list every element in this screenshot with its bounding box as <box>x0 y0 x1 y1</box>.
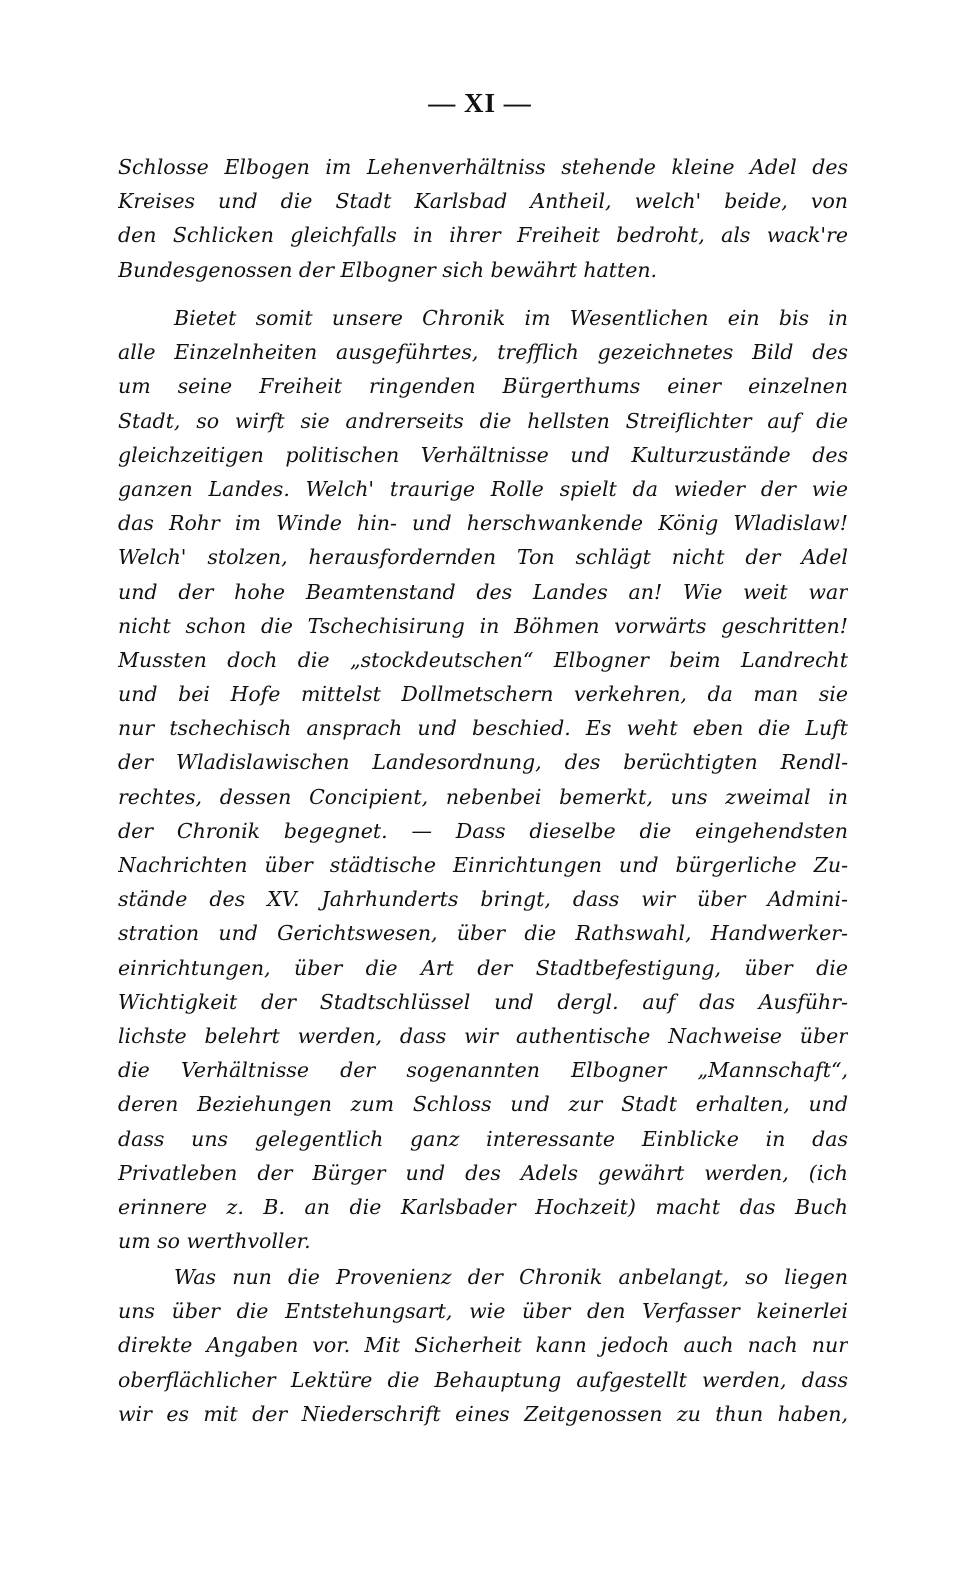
text-line: nicht schon die Tschechisirung in Böhmen vorwärts geschritten! <box>118 613 848 638</box>
text-line: gleichzeitigen politischen Verhältnisse und Kulturzustände des <box>118 442 848 467</box>
paragraph <box>118 1260 848 1431</box>
text-line: deren Beziehungen zum Schloss und zur Stadt erhalten, und <box>118 1092 848 1117</box>
text-line: stände des XV. Jahrhunderts bringt, dass wir über Admini- <box>118 887 848 912</box>
page-number: — XI — <box>428 88 532 118</box>
text-line: die Verhältnisse der sogenannten Elbogner „Mannschaft“, <box>118 1058 848 1083</box>
text-line: einrichtungen, über die Art der Stadtbefestigung, über die <box>118 955 848 980</box>
text-line: Bundesgenossen der Elbogner sich bewährt hatten. <box>118 257 658 282</box>
text-line: und der hohe Beamtenstand des Landes an! Wie weit war <box>118 579 848 604</box>
text-line: wir es mit der Niederschrift eines Zeitgenossen zu thun haben, <box>118 1401 848 1426</box>
text-line: Schlosse Elbogen im Lehenverhältniss stehende kleine Adel des <box>118 155 848 179</box>
text-line: rechtes, dessen Concipient, nebenbei bemerkt, uns zweimal in <box>118 784 848 809</box>
text-line: der Wladislawischen Landesordnung, des berüchtigten Rendl- <box>118 750 848 775</box>
text-line: Privatleben der Bürger und des Adels gewährt werden, (ich <box>118 1160 848 1185</box>
text-line: uns über die Entstehungsart, wie über den Verfasser keinerlei <box>118 1299 848 1324</box>
text-line: Bietet somit unsere Chronik im Wesentlichen ein bis in <box>174 306 848 330</box>
text-line: Stadt, so wirft sie andrerseits die hellsten Streiflichter auf die <box>118 408 848 433</box>
text-line: den Schlicken gleichfalls in ihrer Freiheit bedroht, als wack're <box>118 223 848 248</box>
text-line: erinnere z. B. an die Karlsbader Hochzeit) macht das Buch <box>118 1194 848 1219</box>
text-line: Mussten doch die „stockdeutschen“ Elbogner beim Landrecht <box>118 647 848 672</box>
text-line: der Chronik begegnet. — Dass dieselbe die eingehendsten <box>118 818 848 843</box>
text-line: direkte Angaben vor. Mit Sicherheit kann jedoch auch nach nur <box>118 1333 848 1358</box>
text-line: Wichtigkeit der Stadtschlüssel und dergl. auf das Ausführ- <box>118 989 848 1014</box>
text-line: um seine Freiheit ringenden Bürgerthums einer einzelnen <box>118 374 848 399</box>
paragraph <box>118 301 848 1258</box>
text-line: alle Einzelnheiten ausgeführtes, trefflich gezeichnetes Bild des <box>118 340 848 365</box>
text-line: das Rohr im Winde hin- und herschwankende König Wladislaw! <box>118 511 848 536</box>
text-line: um so werthvoller. <box>118 1229 311 1254</box>
text-line: nur tschechisch ansprach und beschied. Es weht eben die Luft <box>118 716 848 741</box>
text-line: und bei Hofe mittelst Dollmetschern verkehren, da man sie <box>118 682 848 707</box>
paragraph <box>118 150 848 287</box>
text-line: oberflächlicher Lektüre die Behauptung aufgestellt werden, dass <box>118 1367 848 1392</box>
text-line: Was nun die Provenienz der Chronik anbelangt, so liegen <box>174 1265 848 1289</box>
text-line: dass uns gelegentlich ganz interessante Einblicke in das <box>118 1126 848 1151</box>
text-line: stration und Gerichtswesen, über die Rathswahl, Handwerker- <box>118 921 848 946</box>
text-line: Welch' stolzen, herausfordernden Ton schlägt nicht der Adel <box>118 545 848 570</box>
text-line: Nachrichten über städtische Einrichtungen und bürgerliche Zu- <box>118 853 848 877</box>
text-line: Kreises und die Stadt Karlsbad Antheil, welch' beide, von <box>118 189 848 214</box>
text-line: ganzen Landes. Welch' traurige Rolle spielt da wieder der wie <box>118 476 848 501</box>
text-line: lichste belehrt werden, dass wir authentische Nachweise über <box>118 1023 848 1048</box>
